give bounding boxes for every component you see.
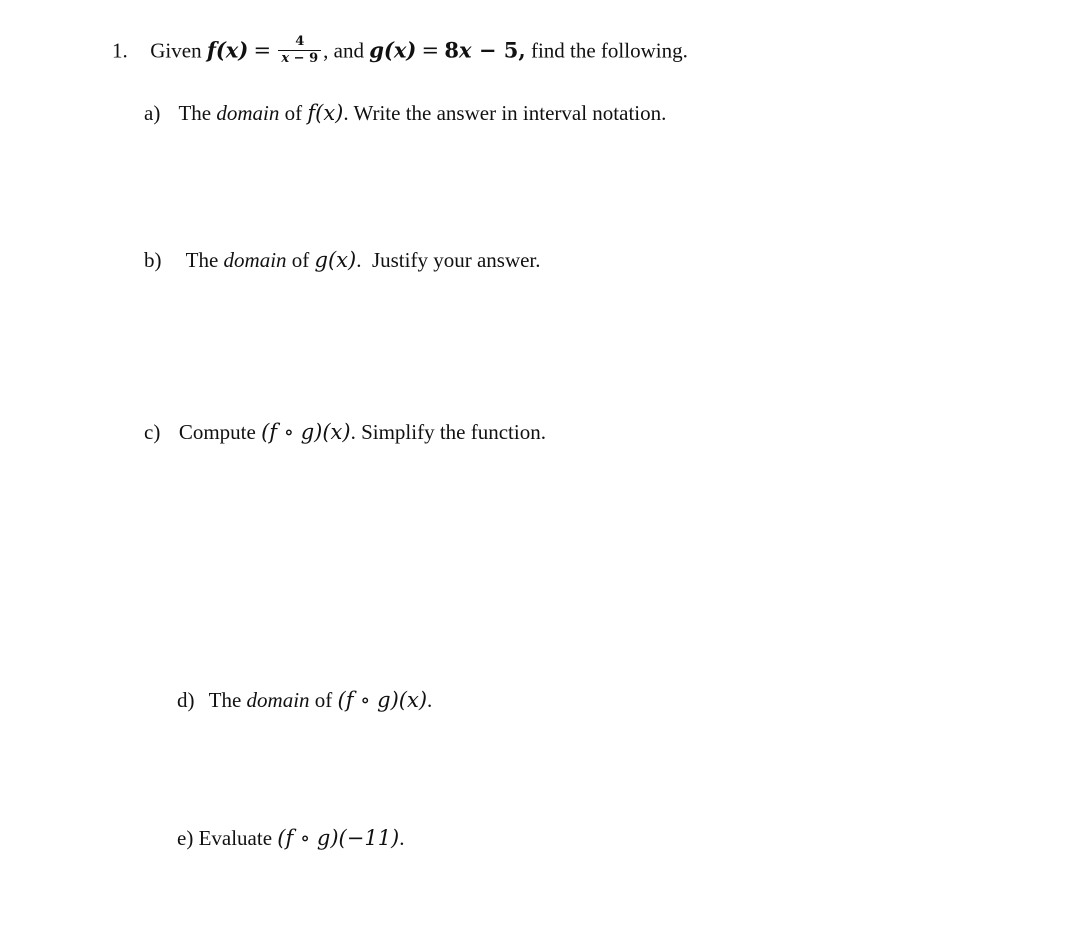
part-b	[144, 250, 541, 271]
part-d-text-1: The	[208, 688, 247, 712]
f-denominator	[278, 51, 321, 66]
part-b-emphasis: domain	[223, 248, 287, 272]
part-b-math: g(x)	[314, 248, 357, 272]
part-a-label: a)	[144, 101, 161, 125]
and-word: and	[333, 38, 364, 63]
question-number: 1.	[112, 38, 128, 63]
question-intro: Given	[150, 38, 202, 63]
question-1-statement	[112, 34, 688, 69]
part-b-text-2: of	[286, 248, 315, 272]
part-e-text-1: Evaluate	[198, 826, 278, 850]
g-definition	[444, 38, 525, 63]
part-a-text-1: The	[178, 101, 217, 125]
part-a-text-3: . Write the answer in interval notation.	[343, 101, 667, 125]
equals-sign-2: =	[421, 38, 440, 63]
part-b-label: b)	[144, 248, 162, 272]
g-of-x-label: g(x)	[369, 37, 417, 63]
g-var: x	[459, 37, 472, 63]
part-d-emphasis: domain	[246, 688, 310, 712]
part-d-text-3: .	[427, 688, 433, 712]
part-c-label: c)	[144, 420, 161, 444]
g-coef: 8	[444, 37, 460, 63]
part-c	[144, 422, 546, 443]
part-c-text-3: . Simplify the function.	[350, 420, 546, 444]
g-rest: − 5,	[471, 37, 526, 63]
part-d-text-2: of	[309, 688, 338, 712]
equals-sign: =	[253, 38, 272, 63]
question-tail: find the following.	[530, 38, 688, 63]
part-a-math: f(x)	[307, 101, 344, 125]
part-e-text-3: .	[399, 826, 405, 850]
part-a-text-2: of	[279, 101, 308, 125]
f-of-x-label: f(x)	[206, 37, 249, 63]
part-b-text-3: . Justify your answer.	[356, 248, 541, 272]
f-den-rest: − 9	[289, 51, 319, 67]
part-c-math: (f ∘ g)(x)	[261, 420, 351, 444]
part-d-label: d)	[177, 688, 195, 712]
part-b-text-1: The	[185, 248, 224, 272]
part-e-label: e)	[177, 826, 194, 850]
f-comma: ,	[323, 38, 329, 63]
part-d-math: (f ∘ g)(x)	[337, 688, 428, 712]
part-d	[177, 690, 432, 711]
f-fraction	[278, 35, 321, 67]
part-e	[177, 828, 405, 849]
f-numerator: 4	[278, 35, 321, 51]
part-c-text-1: Compute	[178, 420, 262, 444]
part-e-math: (f ∘ g)(−11)	[277, 826, 400, 850]
part-a-emphasis: domain	[216, 101, 280, 125]
part-a	[144, 103, 666, 124]
f-den-var: x	[281, 51, 290, 67]
